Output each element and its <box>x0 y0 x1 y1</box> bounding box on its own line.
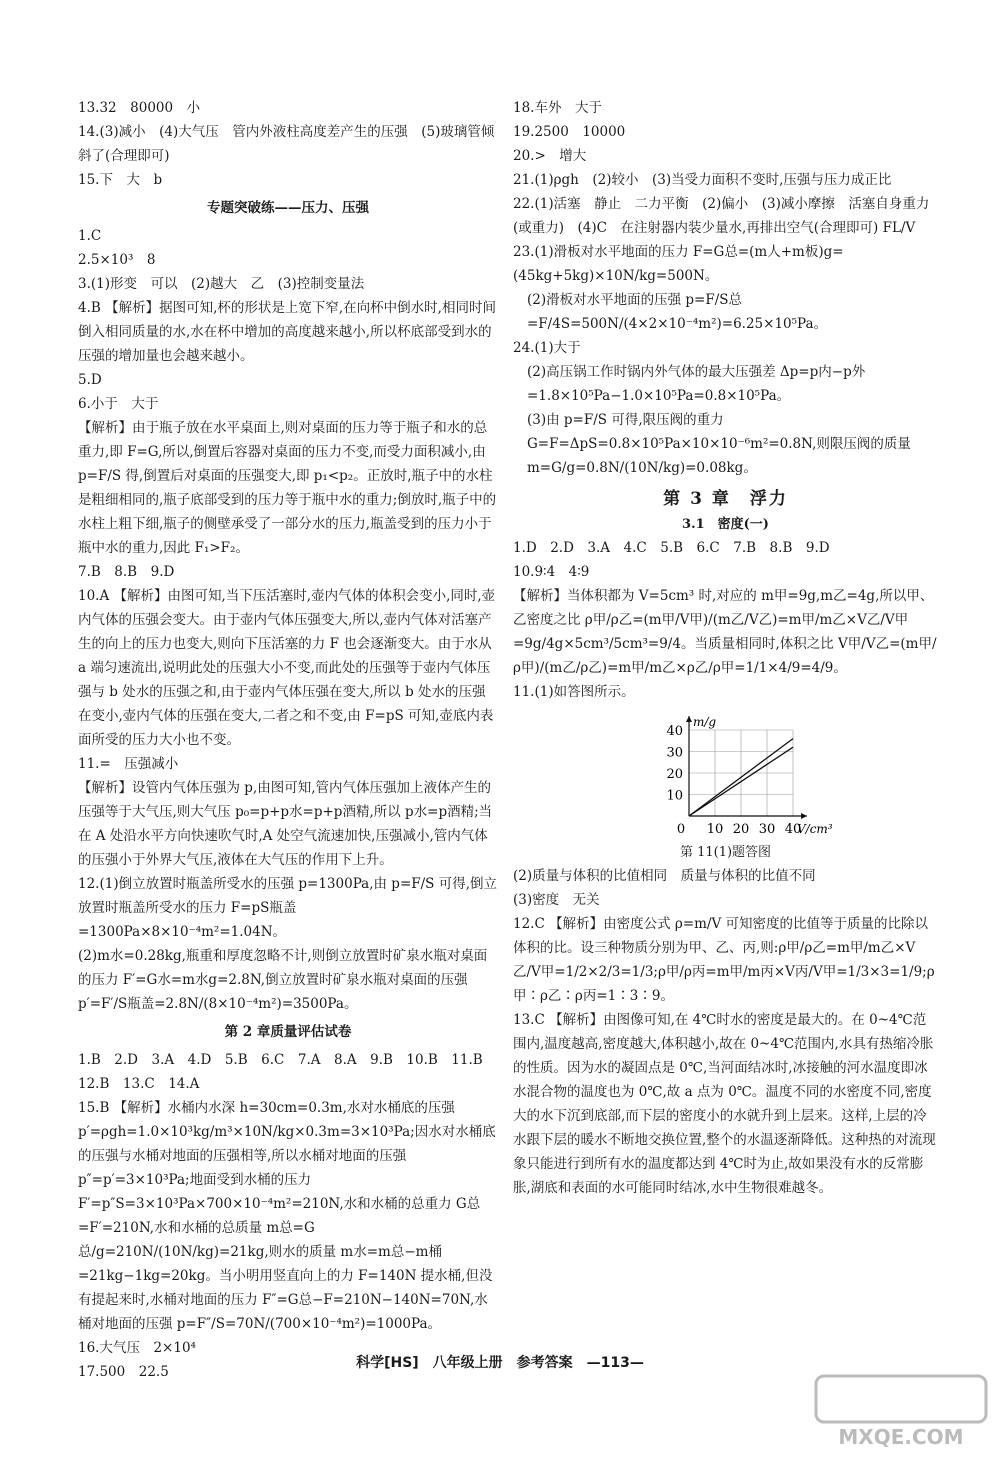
figure-caption: 第 11(1)题答图 <box>679 845 772 860</box>
left-answer-line: 6.小于 大于 <box>78 396 159 412</box>
right-answer-line: 13.C 【解析】由图像可知,在 4℃时水的密度是最大的。在 0~4℃范围内,温度越高,密度越大,体积越小,故在 0~4℃范围内,水具有热缩冷胀的性质。因为水的凝固点是 0℃,当河面结冰时,冰接触的河水温度即冰水混合物的温度也为 0℃,故 a 点为 0℃。温度不同的水密度不同,密度大的水下沉到底部,而下层的密度小的水就升到上层来。这样,上层的冷水跟下层的暖水不断地交换位置,整个的水温逐渐降低。这种热的对流现象只能进行到所有水的温度都达到 4℃时为止,故如果没有水的反常膨胀,湖底和表面的水可能同时结冰,水中生物很难越冬。 <box>513 1012 936 1196</box>
right-answers-b <box>513 536 938 704</box>
page-footer: 科学[HS] 八年级上册 参考答案 —113— <box>356 1355 644 1371</box>
x-axis-arrow <box>801 813 807 819</box>
right-answer-line: (2)高压锅工作时锅内外气体的最大压强差 Δp=p内−p外=1.8×10⁵Pa−1.0×10⁵Pa=0.8×10⁵Pa。 <box>527 364 866 404</box>
y-axis-label: m/g <box>693 715 717 729</box>
left-answer-line: 1.C <box>78 228 102 244</box>
left-answer-line: 10.A 【解析】由图可知,当下压活塞时,壶内气体的体积会变小,同时,壶内气体的压强会变大。由于壶内气体压强变大,所以,壶内气体对活塞产生的向上的压力也变大,则向下压活塞的力 F 也会逐渐变大。由于水从 a 端匀速流出,说明此处的压强大小不变,而此处的压强等于壶内气体压强与 b 处水的压强之和,由于壶内气体压强在变大,所以 b 处水的压强在变小,壶内气体的压强在变大,二者之和不变,由 F=pS 可知,壶底内表面所受的压力大小也不变。 <box>78 588 496 748</box>
section-title: 3.1 密度(一) <box>682 517 769 532</box>
right-answer-line: 23.(1)滑板对水平地面的压力 F=G总=(m人+m板)g=(45kg+5kg)×10N/kg=500N。 <box>513 244 844 284</box>
right-answer-line: (2)质量与体积的比值相同 质量与体积的比值不同 <box>513 868 816 884</box>
left-answer-line: (2)m水=0.28kg,瓶重和厚度忽略不计,则倒立放置时矿泉水瓶对桌面的压力 F′=G水=m水g=2.8N,倒立放置时矿泉水瓶对桌面的压强 p′=F′/S瓶盖=2.8N/(8×10⁻⁴m²)=3500Pa。 <box>78 948 488 1012</box>
right-answers-c <box>513 864 938 1200</box>
left-answer-line: 15.下 大 b <box>78 172 163 188</box>
y-tick-label: 30 <box>666 745 683 761</box>
x-axis-label: V/cm³ <box>797 822 833 836</box>
left-answer-line: 15.B 【解析】水桶内水深 h=30cm=0.3m,水对水桶底的压强 p′=ρgh=1.0×10³kg/m³×10N/kg×0.3m=3×10³Pa;因水对水桶底的压强与水桶对地面的压强相等,所以水桶对地面的压强 p″=p′=3×10³Pa;地面受到水桶的压力 F′=p″S=3×10³Pa×700×10⁻⁴m²=210N,水和水桶的总重力 G总=F′=210N,水和水桶的总质量 m总=G总/g=210N/(10N/kg)=21kg,则水的质量 m水=m总−m桶=21kg−1kg=20kg。当小明用竖直向上的力 F=140N 提水桶,但没有提起来时,水桶对地面的压力 F″=G总−F=210N−140N=70N,水桶对地面的压强 p=F″/S=70N/(700×10⁻⁴m²)=1000Pa。 <box>78 1100 496 1332</box>
y-tick-label: 40 <box>666 724 683 739</box>
answer-figure <box>653 708 833 842</box>
right-answer-line: 20.> 增大 <box>513 148 587 164</box>
x-tick-label: 0 <box>676 822 686 837</box>
right-answer-line: 18.车外 大于 <box>513 100 602 116</box>
mass-volume-chart <box>653 708 833 838</box>
y-tick-label: 10 <box>666 788 683 804</box>
y-tick-label: 20 <box>666 767 683 782</box>
right-answers-a <box>513 96 938 480</box>
left-answer-line: 1.B 2.D 3.A 4.D 5.B 6.C 7.A 8.A 9.B 10.B 11.B <box>78 1052 483 1068</box>
left-answer-line: 16.大气压 2×10⁴ <box>78 1340 196 1356</box>
left-answer-line: 17.500 22.5 <box>78 1364 169 1380</box>
left-answer-line: 2.5×10³ 8 <box>78 252 156 268</box>
x-tick-label: 30 <box>758 822 776 837</box>
left-answer-line: 【解析】由于瓶子放在水平桌面上,则对桌面的压力等于瓶子和水的总重力,即 F=G,所以,倒置后容器对桌面的压力不变,而受力面积减小,由 p=F/S 得,倒置后对桌面的压强变大,即 p₁<p₂。正放时,瓶子中的水柱是粗细相同的,瓶子底部受到的压力等于瓶中水的重力;倒放时,瓶子中的水柱上粗下细,瓶子的侧壁承受了一部分水的压力,瓶盖受到的压力小于瓶中水的重力,因此 F₁>F₂。 <box>78 420 497 556</box>
right-answer-line: 11.(1)如答图所示。 <box>513 684 635 700</box>
right-answer-line: 1.D 2.D 3.A 4.C 5.B 6.C 7.B 8.B 9.D <box>513 540 830 556</box>
right-answer-line: (3)由 p=F/S 可得,限压阀的重力 G=F=ΔpS=0.8×10⁵Pa×10×10⁻⁶m²=0.8N,则限压阀的质量 m=G/g=0.8N/(10N/kg)=0.08kg。 <box>527 412 911 476</box>
x-tick-label: 10 <box>706 822 724 837</box>
right-answer-line: 10.9∶4 4∶9 <box>513 564 590 580</box>
right-answer-line: (2)滑板对水平地面的压强 p=F/S总=F/4S=500N/(4×2×10⁻⁴m²)=6.25×10⁵Pa。 <box>527 292 828 332</box>
left-column <box>78 96 498 1384</box>
x-tick-label: 20 <box>732 822 750 837</box>
left-answer-line: 【解析】设管内气体压强为 p,由图可知,管内气体压强加上液体产生的压强等于大气压,则大气压 p₀=p+p水=p+p酒精,所以 p水=p酒精;当在 A 处沿水平方向快速吹气时,A 处空气流速加快,压强减小,管内气体的压强小于外界大气压,液体在大气压的作用下上升。 <box>78 780 493 868</box>
y-axis-arrow <box>686 716 692 722</box>
right-column <box>513 96 938 1200</box>
x-tick-label: 40 <box>784 822 802 837</box>
left-answer-line: 12.(1)倒立放置时瓶盖所受水的压强 p=1300Pa,由 p=F/S 可得,倒立放置时瓶盖所受水的压力 F=pS瓶盖=1300Pa×8×10⁻⁴m²=1.04N。 <box>78 876 498 940</box>
watermark-logo <box>812 1372 990 1452</box>
left-answer-line: 5.D <box>78 372 102 388</box>
right-answer-line: 【解析】当体积都为 V=5cm³ 时,对应的 m甲=9g,m乙=4g,所以甲、乙密度之比 ρ甲/ρ乙=(m甲/V甲)/(m乙/V乙)=m甲/m乙×V乙/V甲=9g/4g×5cm³/5cm³=9/4。当质量相同时,体积之比 V甲/V乙=(m甲/ρ甲)/(m乙/ρ乙)=m甲/m乙×ρ乙/ρ甲=1/1×4/9=4/9。 <box>513 588 937 676</box>
right-answer-line: 24.(1)大于 <box>513 340 581 356</box>
left-answer-line: 13.32 80000 小 <box>78 100 201 116</box>
right-answer-line: 19.2500 10000 <box>513 124 626 140</box>
left-answer-line: 12.B 13.C 14.A <box>78 1076 200 1092</box>
left-answer-line: 第 2 章质量评估试卷 <box>224 1024 352 1040</box>
left-answer-line: 14.(3)减小 (4)大气压 管内外液柱高度差产生的压强 (5)玻璃管倾斜了(合理即可) <box>78 124 495 164</box>
chapter-title: 第 3 章 浮力 <box>663 489 788 509</box>
left-answer-line: 7.B 8.B 9.D <box>78 564 175 580</box>
right-answer-line: 21.(1)ρgh (2)较小 (3)当受力面积不变时,压强与压力成正比 <box>513 172 892 188</box>
left-answer-line: 4.B 【解析】据图可知,杯的形状是上宽下窄,在向杯中倒水时,相同时间倒入相同质量的水,水在杯中增加的高度越来越小,所以杯底部受到水的压强的增加量也会越来越小。 <box>78 300 496 364</box>
left-answer-line: 专题突破练——压力、压强 <box>207 200 369 216</box>
right-answer-line: 12.C 【解析】由密度公式 ρ=m/V 可知密度的比值等于质量的比除以体积的比。设三种物质分别为甲、乙、丙,则:ρ甲/ρ乙=m甲/m乙×V乙/V甲=1/2×2/3=1/3;ρ甲/ρ丙=m甲/m丙×V丙/V甲=1/3×3=1/9;ρ甲∶ρ乙∶ρ丙=1∶3∶9。 <box>513 916 935 1004</box>
left-answer-line: 11.= 压强减小 <box>78 756 179 772</box>
watermark-text: MXQE.COM <box>838 1425 964 1449</box>
right-answer-line: (3)密度 无关 <box>513 892 600 908</box>
right-answer-line: 22.(1)活塞 静止 二力平衡 (2)偏小 (3)减小摩擦 活塞自身重力(或重力) (4)C 在注射器内装少量水,再排出空气(合理即可) FL/V <box>513 196 930 236</box>
left-answer-line: 3.(1)形变 可以 (2)越大 乙 (3)控制变量法 <box>78 276 365 292</box>
